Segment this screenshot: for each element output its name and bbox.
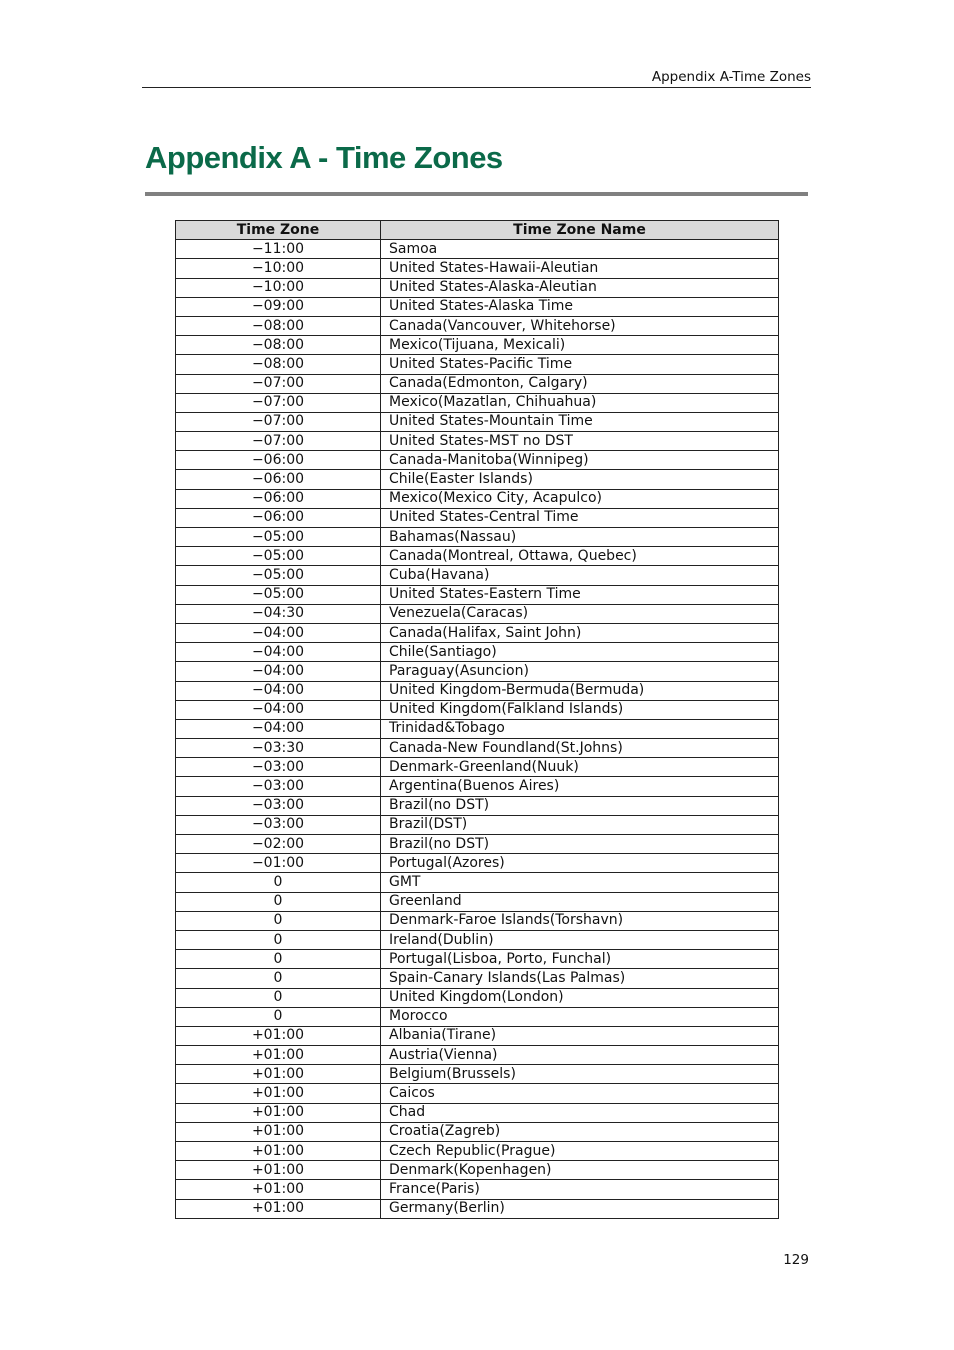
time-zone-offset-cell: +01:00 bbox=[176, 1161, 381, 1180]
time-zone-name-cell: Argentina(Buenos Aires) bbox=[381, 777, 779, 796]
table-row bbox=[176, 623, 779, 642]
time-zone-name-cell: United States-Eastern Time bbox=[381, 585, 779, 604]
table-row bbox=[176, 854, 779, 873]
table-row bbox=[176, 719, 779, 738]
time-zone-offset-cell: −11:00 bbox=[176, 240, 381, 259]
time-zone-offset-cell: 0 bbox=[176, 988, 381, 1007]
time-zone-offset-cell: 0 bbox=[176, 1007, 381, 1026]
page-number: 129 bbox=[783, 1252, 809, 1268]
time-zone-offset-cell: +01:00 bbox=[176, 1103, 381, 1122]
table-row bbox=[176, 432, 779, 451]
time-zone-offset-cell: −08:00 bbox=[176, 336, 381, 355]
table-row bbox=[176, 585, 779, 604]
time-zone-name-cell: Belgium(Brussels) bbox=[381, 1065, 779, 1084]
table-row bbox=[176, 681, 779, 700]
table-row bbox=[176, 796, 779, 815]
table-row bbox=[176, 278, 779, 297]
table-row bbox=[176, 1026, 779, 1045]
time-zone-name-cell: United Kingdom-Bermuda(Bermuda) bbox=[381, 681, 779, 700]
time-zone-offset-cell: −04:00 bbox=[176, 662, 381, 681]
table-header-row bbox=[176, 221, 779, 240]
time-zone-name-cell: Canada(Halifax, Saint John) bbox=[381, 623, 779, 642]
time-zone-name-cell: Bahamas(Nassau) bbox=[381, 528, 779, 547]
table-row bbox=[176, 1161, 779, 1180]
table-body bbox=[176, 240, 779, 1219]
table-row bbox=[176, 1103, 779, 1122]
time-zone-name-cell: Greenland bbox=[381, 892, 779, 911]
table-row bbox=[176, 528, 779, 547]
time-zone-name-cell: Venezuela(Caracas) bbox=[381, 604, 779, 623]
time-zone-offset-cell: −04:00 bbox=[176, 719, 381, 738]
time-zone-name-cell: Cuba(Havana) bbox=[381, 566, 779, 585]
time-zone-name-cell: Brazil(no DST) bbox=[381, 796, 779, 815]
table-row bbox=[176, 873, 779, 892]
time-zone-offset-cell: 0 bbox=[176, 892, 381, 911]
time-zone-name-cell: Canada(Vancouver, Whitehorse) bbox=[381, 316, 779, 335]
time-zone-offset-cell: −07:00 bbox=[176, 412, 381, 431]
table-row bbox=[176, 662, 779, 681]
time-zone-offset-cell: +01:00 bbox=[176, 1084, 381, 1103]
table-row bbox=[176, 1199, 779, 1218]
time-zone-name-cell: Spain-Canary Islands(Las Palmas) bbox=[381, 969, 779, 988]
time-zone-name-cell: United Kingdom(London) bbox=[381, 988, 779, 1007]
time-zone-name-cell: Mexico(Mexico City, Acapulco) bbox=[381, 489, 779, 508]
time-zone-offset-cell: +01:00 bbox=[176, 1199, 381, 1218]
time-zone-offset-cell: 0 bbox=[176, 911, 381, 930]
table-row bbox=[176, 739, 779, 758]
time-zone-offset-cell: −04:00 bbox=[176, 700, 381, 719]
time-zone-name-cell: United States-Central Time bbox=[381, 508, 779, 527]
table-row bbox=[176, 700, 779, 719]
table-row bbox=[176, 240, 779, 259]
time-zone-name-cell: Mexico(Mazatlan, Chihuahua) bbox=[381, 393, 779, 412]
time-zone-offset-cell: 0 bbox=[176, 969, 381, 988]
time-zone-offset-cell: +01:00 bbox=[176, 1122, 381, 1141]
time-zone-offset-cell: +01:00 bbox=[176, 1046, 381, 1065]
time-zone-offset-cell: 0 bbox=[176, 873, 381, 892]
table-row bbox=[176, 604, 779, 623]
table-row bbox=[176, 1065, 779, 1084]
time-zone-name-cell: Chile(Easter Islands) bbox=[381, 470, 779, 489]
time-zone-offset-cell: −05:00 bbox=[176, 585, 381, 604]
time-zone-offset-cell: +01:00 bbox=[176, 1026, 381, 1045]
time-zone-offset-cell: −10:00 bbox=[176, 259, 381, 278]
time-zone-name-cell: Samoa bbox=[381, 240, 779, 259]
time-zone-name-cell: United Kingdom(Falkland Islands) bbox=[381, 700, 779, 719]
table-row bbox=[176, 489, 779, 508]
time-zone-offset-cell: −06:00 bbox=[176, 470, 381, 489]
time-zone-name-cell: Morocco bbox=[381, 1007, 779, 1026]
time-zone-offset-cell: −08:00 bbox=[176, 355, 381, 374]
table-row bbox=[176, 950, 779, 969]
table-row bbox=[176, 988, 779, 1007]
time-zone-offset-cell: −07:00 bbox=[176, 393, 381, 412]
table-row bbox=[176, 547, 779, 566]
time-zone-offset-cell: −02:00 bbox=[176, 835, 381, 854]
time-zone-name-cell: Brazil(DST) bbox=[381, 815, 779, 834]
time-zone-name-cell: Caicos bbox=[381, 1084, 779, 1103]
time-zone-name-cell: Mexico(Tijuana, Mexicali) bbox=[381, 336, 779, 355]
time-zone-name-cell: Canada(Edmonton, Calgary) bbox=[381, 374, 779, 393]
time-zone-offset-cell: −05:00 bbox=[176, 566, 381, 585]
time-zone-name-cell: Chad bbox=[381, 1103, 779, 1122]
table-row bbox=[176, 777, 779, 796]
time-zone-offset-cell: +01:00 bbox=[176, 1180, 381, 1199]
time-zone-name-cell: France(Paris) bbox=[381, 1180, 779, 1199]
time-zone-table bbox=[175, 220, 779, 1219]
time-zone-name-cell: Germany(Berlin) bbox=[381, 1199, 779, 1218]
table-row bbox=[176, 259, 779, 278]
table-row bbox=[176, 911, 779, 930]
time-zone-name-cell: Croatia(Zagreb) bbox=[381, 1122, 779, 1141]
time-zone-offset-cell: −06:00 bbox=[176, 508, 381, 527]
time-zone-name-cell: Czech Republic(Prague) bbox=[381, 1142, 779, 1161]
time-zone-offset-cell: −06:00 bbox=[176, 489, 381, 508]
table-row bbox=[176, 297, 779, 316]
time-zone-offset-cell: −01:00 bbox=[176, 854, 381, 873]
column-header-time-zone-name: Time Zone Name bbox=[381, 221, 779, 240]
time-zone-name-cell: Portugal(Azores) bbox=[381, 854, 779, 873]
time-zone-name-cell: Trinidad&Tobago bbox=[381, 719, 779, 738]
time-zone-name-cell: Chile(Santiago) bbox=[381, 643, 779, 662]
table-row bbox=[176, 1122, 779, 1141]
table-row bbox=[176, 758, 779, 777]
time-zone-offset-cell: −07:00 bbox=[176, 374, 381, 393]
time-zone-name-cell: Albania(Tirane) bbox=[381, 1026, 779, 1045]
time-zone-offset-cell: −06:00 bbox=[176, 451, 381, 470]
table-row bbox=[176, 1046, 779, 1065]
table-row bbox=[176, 508, 779, 527]
time-zone-name-cell: Ireland(Dublin) bbox=[381, 930, 779, 949]
time-zone-offset-cell: −08:00 bbox=[176, 316, 381, 335]
table-row bbox=[176, 374, 779, 393]
page-title: Appendix A - Time Zones bbox=[145, 140, 503, 175]
table-row bbox=[176, 643, 779, 662]
time-zone-offset-cell: −04:00 bbox=[176, 681, 381, 700]
time-zone-offset-cell: −04:30 bbox=[176, 604, 381, 623]
table-row bbox=[176, 835, 779, 854]
time-zone-name-cell: Canada-Manitoba(Winnipeg) bbox=[381, 451, 779, 470]
time-zone-offset-cell: −10:00 bbox=[176, 278, 381, 297]
time-zone-offset-cell: −04:00 bbox=[176, 623, 381, 642]
table-row bbox=[176, 930, 779, 949]
table-row bbox=[176, 336, 779, 355]
time-zone-name-cell: Paraguay(Asuncion) bbox=[381, 662, 779, 681]
time-zone-name-cell: United States-Pacific Time bbox=[381, 355, 779, 374]
time-zone-name-cell: Denmark(Kopenhagen) bbox=[381, 1161, 779, 1180]
time-zone-name-cell: United States-Alaska-Aleutian bbox=[381, 278, 779, 297]
time-zone-name-cell: Denmark-Faroe Islands(Torshavn) bbox=[381, 911, 779, 930]
time-zone-offset-cell: −05:00 bbox=[176, 528, 381, 547]
table-row bbox=[176, 566, 779, 585]
table-row bbox=[176, 470, 779, 489]
table-row bbox=[176, 451, 779, 470]
table-row bbox=[176, 393, 779, 412]
running-header-title: Appendix A-Time Zones bbox=[651, 69, 811, 85]
time-zone-name-cell: GMT bbox=[381, 873, 779, 892]
time-zone-offset-cell: +01:00 bbox=[176, 1065, 381, 1084]
time-zone-offset-cell: −05:00 bbox=[176, 547, 381, 566]
table-row bbox=[176, 969, 779, 988]
time-zone-name-cell: Canada(Montreal, Ottawa, Quebec) bbox=[381, 547, 779, 566]
table-row bbox=[176, 412, 779, 431]
time-zone-offset-cell: −09:00 bbox=[176, 297, 381, 316]
time-zone-offset-cell: +01:00 bbox=[176, 1142, 381, 1161]
table-row bbox=[176, 355, 779, 374]
table-row bbox=[176, 316, 779, 335]
table-row bbox=[176, 892, 779, 911]
time-zone-name-cell: Denmark-Greenland(Nuuk) bbox=[381, 758, 779, 777]
table-row bbox=[176, 1142, 779, 1161]
time-zone-offset-cell: −07:00 bbox=[176, 432, 381, 451]
time-zone-name-cell: United States-Mountain Time bbox=[381, 412, 779, 431]
running-header bbox=[142, 67, 811, 88]
time-zone-name-cell: Brazil(no DST) bbox=[381, 835, 779, 854]
time-zone-name-cell: United States-MST no DST bbox=[381, 432, 779, 451]
time-zone-name-cell: United States-Hawaii-Aleutian bbox=[381, 259, 779, 278]
column-header-time-zone: Time Zone bbox=[176, 221, 381, 240]
time-zone-offset-cell: −03:00 bbox=[176, 796, 381, 815]
table-row bbox=[176, 1007, 779, 1026]
time-zone-name-cell: Portugal(Lisboa, Porto, Funchal) bbox=[381, 950, 779, 969]
time-zone-name-cell: Canada-New Foundland(St.Johns) bbox=[381, 739, 779, 758]
time-zone-offset-cell: 0 bbox=[176, 930, 381, 949]
time-zone-offset-cell: −04:00 bbox=[176, 643, 381, 662]
time-zone-name-cell: Austria(Vienna) bbox=[381, 1046, 779, 1065]
table-row bbox=[176, 1180, 779, 1199]
table-row bbox=[176, 1084, 779, 1103]
time-zone-offset-cell: −03:00 bbox=[176, 777, 381, 796]
time-zone-offset-cell: −03:30 bbox=[176, 739, 381, 758]
title-divider bbox=[145, 192, 808, 196]
time-zone-offset-cell: 0 bbox=[176, 950, 381, 969]
time-zone-name-cell: United States-Alaska Time bbox=[381, 297, 779, 316]
time-zone-offset-cell: −03:00 bbox=[176, 758, 381, 777]
time-zone-offset-cell: −03:00 bbox=[176, 815, 381, 834]
table-row bbox=[176, 815, 779, 834]
